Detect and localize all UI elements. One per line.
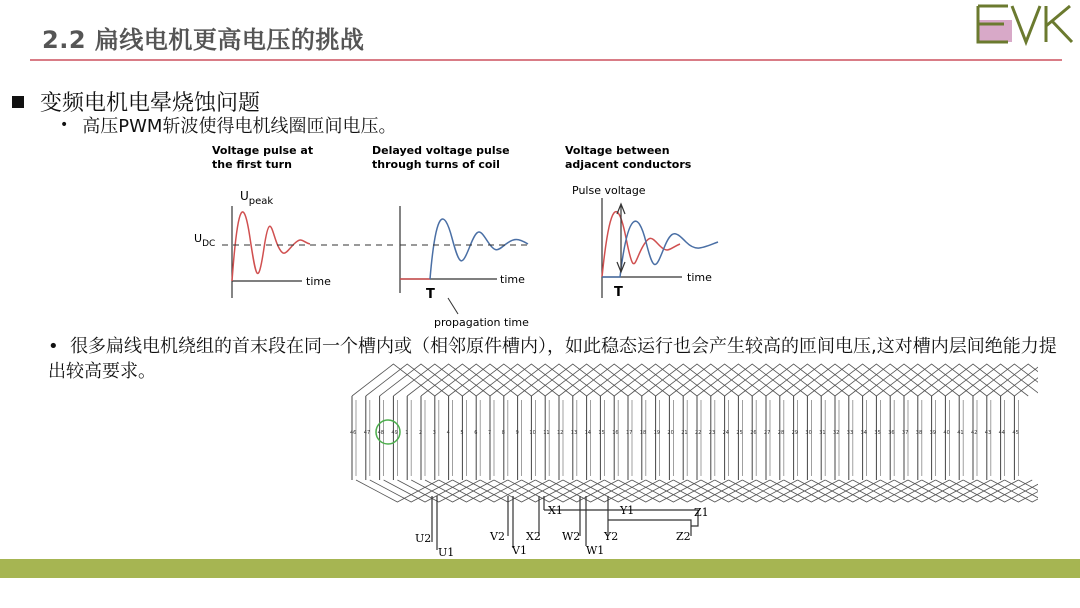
end-winding-bottom (384, 480, 467, 502)
propagation-arrow (448, 298, 458, 314)
end-winding-top (504, 364, 587, 396)
end-winding-bottom (742, 480, 825, 502)
end-winding-top (945, 364, 1028, 396)
terminal-V1: V1 (512, 544, 527, 557)
end-winding-top (918, 364, 1001, 396)
end-winding-bottom (646, 480, 729, 502)
slot-number: 46 (350, 430, 357, 436)
panel2-curve (430, 219, 528, 279)
end-winding-top (490, 364, 573, 396)
end-winding-top (352, 364, 435, 396)
end-winding-top (890, 364, 973, 396)
end-winding-top (531, 364, 614, 396)
end-winding-bottom (839, 480, 922, 502)
sub-bullet-2-text: 很多扁线电机绕组的首末段在同一个槽内或（相邻原件槽内），如此稳态运行也会产生较高的匝间电压,这对槽内层间绝能力提出较高要求。 (48, 336, 1057, 382)
slot-number: 1 (405, 430, 409, 436)
end-winding-bottom (770, 480, 853, 502)
voltage-pulse-figure (182, 138, 737, 332)
end-winding-bottom (977, 480, 1038, 502)
end-winding-bottom (660, 480, 743, 502)
slot-number: 33 (846, 430, 854, 436)
end-winding-bottom (591, 480, 674, 502)
end-winding-top (807, 364, 890, 396)
end-winding-top (683, 364, 766, 396)
end-winding-bottom (494, 480, 577, 502)
slot-number: 38 (915, 430, 923, 436)
slot-number: 9 (515, 430, 519, 436)
end-winding-top (421, 364, 504, 396)
slot-number: 41 (957, 430, 964, 436)
slot-number: 11 (543, 430, 550, 436)
terminal-V2: V2 (490, 530, 505, 543)
slot-number: 4 (446, 430, 450, 436)
panel3-title-line1: Voltage between (565, 144, 670, 157)
slot-number: 40 (943, 430, 950, 436)
end-winding-bottom (549, 480, 632, 502)
slot-number: 44 (998, 430, 1005, 436)
slot-number: 7 (488, 430, 492, 436)
slot-number: 5 (460, 430, 464, 436)
end-winding-bottom (632, 480, 715, 502)
end-winding-bottom (811, 480, 894, 502)
footer-bar (0, 559, 1080, 578)
end-winding-bottom (701, 480, 784, 502)
end-winding-top (449, 364, 532, 396)
terminal-U1: U1 (438, 546, 455, 559)
end-winding-bottom (908, 480, 991, 502)
end-winding-top (697, 364, 780, 396)
end-winding-top (642, 364, 725, 396)
end-winding-bottom (439, 480, 522, 502)
slot-number: 39 (929, 430, 936, 436)
slot-number: 17 (626, 430, 633, 436)
slot-number: 24 (722, 430, 729, 436)
slot-number: 22 (695, 430, 702, 436)
end-winding-top (476, 364, 559, 396)
end-winding-bottom (453, 480, 536, 502)
slot-number: 31 (819, 430, 826, 436)
end-winding-top (614, 364, 697, 396)
slot-number: 10 (529, 430, 536, 436)
slot-number: 15 (598, 430, 605, 436)
slot-number: 25 (736, 430, 743, 436)
end-winding-bottom (577, 480, 660, 502)
end-winding-bottom (715, 480, 798, 502)
end-winding-bottom (894, 480, 977, 502)
slot-number: 23 (708, 430, 716, 436)
terminal-X2: X2 (526, 530, 541, 543)
slot-number: 42 (971, 430, 978, 436)
bullet-dot-icon: • (48, 336, 71, 357)
slot-number: 34 (860, 430, 867, 436)
end-winding-top (725, 364, 808, 396)
bullet-square-icon (12, 96, 24, 108)
terminal-Y1: Y1 (620, 504, 635, 517)
panel3-time-label: time (687, 271, 712, 284)
end-winding-top (780, 364, 863, 396)
end-winding-bottom (535, 480, 618, 502)
panel1-title-line1: Voltage pulse at (212, 144, 314, 157)
end-winding-top (628, 364, 711, 396)
end-winding-bottom (922, 480, 1005, 502)
end-winding-bottom (1005, 480, 1038, 502)
slot-number-labels (350, 430, 1019, 436)
panel1-curve (232, 212, 310, 281)
end-winding-top (973, 364, 1038, 396)
end-winding-bottom (687, 480, 770, 502)
slot-number: 16 (612, 430, 619, 436)
slot-number: 32 (833, 430, 840, 436)
panel1-time-label: time (306, 275, 331, 288)
slot-number: 12 (557, 430, 564, 436)
slot-number: 35 (874, 430, 881, 436)
end-winding-top (738, 364, 821, 396)
propagation-time-label: propagation time (434, 316, 529, 329)
end-winding-bottom (356, 480, 439, 502)
end-winding-bottom (936, 480, 1019, 502)
end-winding-top (462, 364, 545, 396)
end-winding-top (904, 364, 987, 396)
slot-number: 37 (902, 430, 909, 436)
upeak-label: $U_{peak}$ (240, 189, 274, 207)
end-winding-bottom (604, 480, 687, 502)
end-winding-bottom (867, 480, 950, 502)
end-winding-bottom (480, 480, 563, 502)
end-winding-top (821, 364, 904, 396)
end-winding-top (518, 364, 601, 396)
sub-bullet-1-text: 高压PWM斩波使得电机线圈匝间电压。 (82, 116, 397, 137)
slot-number: 29 (791, 430, 798, 436)
end-winding-bottom (1018, 480, 1038, 502)
slot-number: 14 (584, 430, 591, 436)
panel3-red-curve (602, 212, 680, 277)
slot-number: 6 (474, 430, 478, 436)
pulse-voltage-label: Pulse voltage (572, 184, 646, 197)
panel2-title-line2: through turns of coil (372, 158, 500, 171)
end-winding-top (794, 364, 877, 396)
end-winding-top (932, 364, 1015, 396)
terminal-W2: W2 (562, 530, 581, 543)
winding-diagram (346, 360, 1038, 560)
end-winding-top (752, 364, 835, 396)
terminal-U2: U2 (415, 532, 432, 545)
slot-number: 43 (984, 430, 992, 436)
slot-number: 8 (501, 430, 505, 436)
end-winding-bottom (508, 480, 591, 502)
panel2-time-label: time (500, 273, 525, 286)
end-winding-top (656, 364, 739, 396)
terminal-Z1: Z1 (694, 506, 709, 519)
end-winding-bottom (756, 480, 839, 502)
end-winding-bottom (618, 480, 701, 502)
end-winding-top (559, 364, 642, 396)
end-winding-top (849, 364, 932, 396)
bullet-dot-icon: • (60, 117, 69, 133)
slot-number: 18 (639, 430, 647, 436)
end-winding-bottom (563, 480, 646, 502)
end-winding-top (669, 364, 752, 396)
slot-number: 2 (419, 430, 423, 436)
header-divider (30, 59, 1062, 61)
end-winding-bottom (370, 480, 453, 502)
main-bullet-text: 变频电机电晕烧蚀问题 (40, 91, 261, 116)
panel3-t-label: T (614, 285, 623, 300)
evk-logo (970, 2, 1076, 46)
slot-number: 30 (805, 430, 812, 436)
panel3-title-line2: adjacent conductors (565, 158, 692, 171)
end-winding-bottom (522, 480, 605, 502)
slot-number: 19 (653, 430, 660, 436)
slot-number: 28 (777, 430, 785, 436)
end-winding-top (545, 364, 628, 396)
slot-number: 26 (750, 430, 757, 436)
slot-number: 3 (432, 430, 436, 436)
end-winding-bottom (411, 480, 494, 502)
end-winding-top (407, 364, 490, 396)
slot-number: 47 (363, 430, 371, 436)
end-winding-bottom (729, 480, 812, 502)
panel1-title-line2: the first turn (212, 158, 292, 171)
terminal-X1: X1 (548, 504, 563, 517)
end-winding-bottom (880, 480, 963, 502)
end-winding-top (600, 364, 683, 396)
end-winding-bottom (853, 480, 936, 502)
terminal-Y2: Y2 (604, 530, 619, 543)
slot-number: 45 (1012, 430, 1019, 436)
end-winding-bottom (397, 480, 480, 502)
udc-label: $U_{DC}$ (194, 232, 216, 249)
end-winding-top (573, 364, 656, 396)
end-winding-bottom (784, 480, 867, 502)
end-winding-top (380, 364, 463, 396)
end-winding-top (435, 364, 518, 396)
end-winding-bottom (673, 480, 756, 502)
end-winding-top (835, 364, 918, 396)
terminal-Z2: Z2 (676, 530, 691, 543)
slot-number: 20 (667, 430, 674, 436)
slot-number: 48 (377, 430, 384, 436)
end-winding-bottom (798, 480, 881, 502)
panel2-t-label: T (426, 287, 435, 302)
end-winding-bottom (949, 480, 1032, 502)
end-winding-top (587, 364, 670, 396)
page-title: 2.2 扁线电机更高电压的挑战 (42, 26, 365, 54)
end-winding-bottom (825, 480, 908, 502)
end-winding-top (863, 364, 946, 396)
end-winding-top (876, 364, 959, 396)
end-winding-top (959, 364, 1038, 396)
slot-number: 13 (570, 430, 578, 436)
sub-bullet-1 (60, 112, 396, 138)
slot-number: 21 (681, 430, 688, 436)
panel2-title-line1: Delayed voltage pulse (372, 144, 510, 157)
slot-number: 27 (764, 430, 771, 436)
slot-number: 36 (888, 430, 895, 436)
end-winding-top (711, 364, 794, 396)
end-winding-top (393, 364, 476, 396)
terminal-W1: W1 (586, 544, 605, 557)
slot-number: 49 (391, 430, 398, 436)
end-winding-top (366, 364, 449, 396)
end-winding-top (766, 364, 849, 396)
